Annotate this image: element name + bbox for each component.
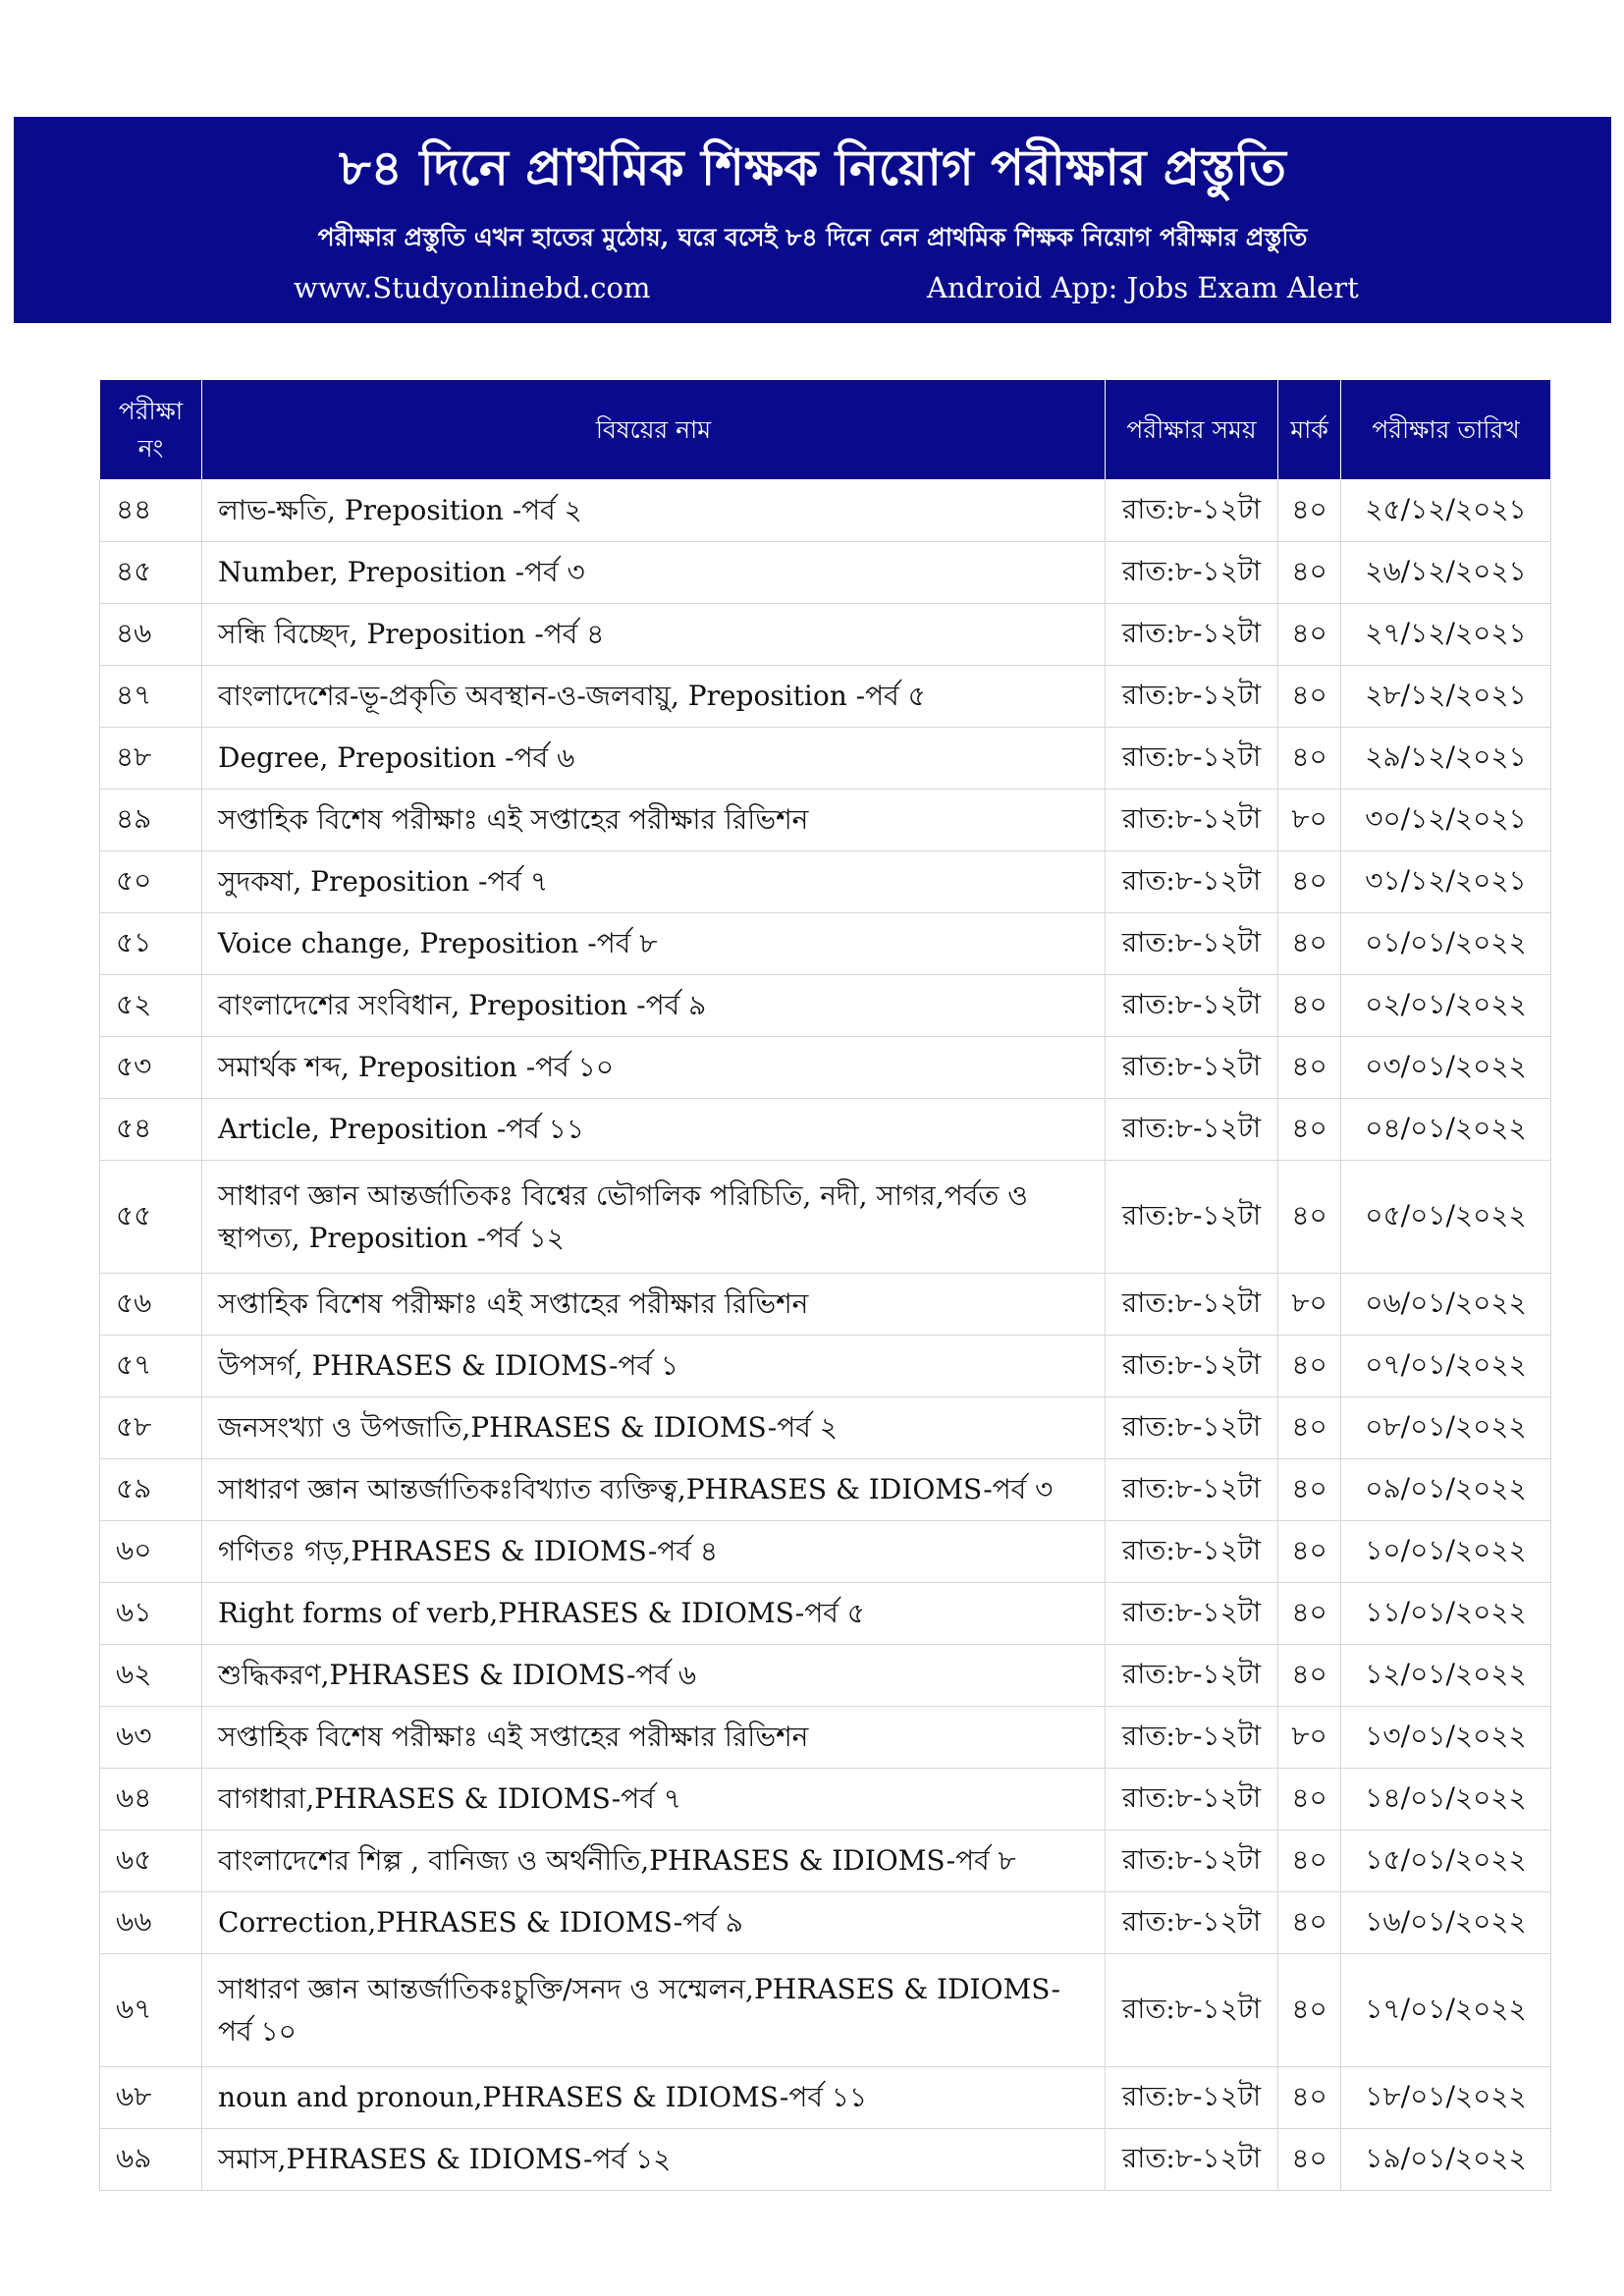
exam-no-cell: ৫৫ bbox=[100, 1161, 202, 1274]
exam-no-cell: ৪৯ bbox=[100, 790, 202, 851]
mark-cell: ৪০ bbox=[1278, 1892, 1341, 1954]
exam-date-cell: ১২/০১/২০২২ bbox=[1341, 1645, 1551, 1707]
exam-date-cell: ১৬/০১/২০২২ bbox=[1341, 1892, 1551, 1954]
table-row bbox=[100, 1336, 1551, 1397]
table-row bbox=[100, 542, 1551, 604]
subject-cell: সমাস,PHRASES & IDIOMS-পর্ব ১২ bbox=[202, 2129, 1106, 2191]
table-body bbox=[100, 480, 1551, 2191]
mark-cell: ৮০ bbox=[1278, 790, 1341, 851]
subject-cell: লাভ-ক্ষতি, Preposition -পর্ব ২ bbox=[202, 480, 1106, 542]
subject-cell: বাংলাদেশের-ভূ-প্রকৃতি অবস্থান-ও-জলবায়ু, Preposition -পর্ব ৫ bbox=[202, 666, 1106, 728]
subject-cell: সন্ধি বিচ্ছেদ, Preposition -পর্ব ৪ bbox=[202, 604, 1106, 666]
table-row bbox=[100, 1099, 1551, 1161]
exam-time-cell: রাত:৮-১২টা bbox=[1106, 666, 1278, 728]
subject-cell: Degree, Preposition -পর্ব ৬ bbox=[202, 728, 1106, 790]
exam-time-cell: রাত:৮-১২টা bbox=[1106, 1459, 1278, 1521]
exam-no-cell: ৬৭ bbox=[100, 1954, 202, 2067]
mark-cell: ৪০ bbox=[1278, 1521, 1341, 1583]
table-row bbox=[100, 728, 1551, 790]
mark-cell: ৪০ bbox=[1278, 1645, 1341, 1707]
mark-cell: ৪০ bbox=[1278, 1161, 1341, 1274]
exam-time-cell: রাত:৮-১২টা bbox=[1106, 1707, 1278, 1769]
exam-no-cell: ৪৪ bbox=[100, 480, 202, 542]
table-row bbox=[100, 480, 1551, 542]
exam-time-cell: রাত:৮-১২টা bbox=[1106, 913, 1278, 975]
exam-date-cell: ১৫/০১/২০২২ bbox=[1341, 1831, 1551, 1892]
exam-time-cell: রাত:৮-১২টা bbox=[1106, 1521, 1278, 1583]
subject-cell: সাধারণ জ্ঞান আন্তর্জাতিকঃচুক্তি/সনদ ও সম্মেলন,PHRASES & IDIOMS-পর্ব ১০ bbox=[202, 1954, 1106, 2067]
exam-date-cell: ০২/০১/২০২২ bbox=[1341, 975, 1551, 1037]
exam-date-cell: ২৫/১২/২০২১ bbox=[1341, 480, 1551, 542]
table-row bbox=[100, 913, 1551, 975]
exam-no-cell: ৬১ bbox=[100, 1583, 202, 1645]
subject-cell: সাধারণ জ্ঞান আন্তর্জাতিকঃ বিশ্বের ভৌগলিক পরিচিতি, নদী, সাগর,পর্বত ও স্থাপত্য, Preposition -পর্ব ১২ bbox=[202, 1161, 1106, 1274]
table-row bbox=[100, 1397, 1551, 1459]
android-app-text: Android App: Jobs Exam Alert bbox=[927, 271, 1359, 304]
exam-date-cell: ১৮/০১/২০২২ bbox=[1341, 2067, 1551, 2129]
table-row bbox=[100, 1954, 1551, 2067]
exam-time-cell: রাত:৮-১২টা bbox=[1106, 1161, 1278, 1274]
subject-cell: Article, Preposition -পর্ব ১১ bbox=[202, 1099, 1106, 1161]
mark-cell: ৪০ bbox=[1278, 2067, 1341, 2129]
table-row bbox=[100, 1831, 1551, 1892]
exam-date-cell: ২৮/১২/২০২১ bbox=[1341, 666, 1551, 728]
subject-cell: Right forms of verb,PHRASES & IDIOMS-পর্ব ৫ bbox=[202, 1583, 1106, 1645]
exam-date-cell: ১৯/০১/২০২২ bbox=[1341, 2129, 1551, 2191]
exam-time-cell: রাত:৮-১২টা bbox=[1106, 542, 1278, 604]
subject-cell: বাংলাদেশের সংবিধান, Preposition -পর্ব ৯ bbox=[202, 975, 1106, 1037]
subject-cell: বাংলাদেশের শিল্প , বানিজ্য ও অর্থনীতি,PHRASES & IDIOMS-পর্ব ৮ bbox=[202, 1831, 1106, 1892]
mark-cell: ৪০ bbox=[1278, 975, 1341, 1037]
subject-cell: জনসংখ্যা ও উপজাতি,PHRASES & IDIOMS-পর্ব ২ bbox=[202, 1397, 1106, 1459]
exam-date-cell: ০১/০১/২০২২ bbox=[1341, 913, 1551, 975]
exam-date-cell: ১৭/০১/২০২২ bbox=[1341, 1954, 1551, 2067]
mark-cell: ৪০ bbox=[1278, 1099, 1341, 1161]
table-row bbox=[100, 1583, 1551, 1645]
exam-date-cell: ১৪/০১/২০২২ bbox=[1341, 1769, 1551, 1831]
page-title: ৮৪ দিনে প্রাথমিক শিক্ষক নিয়োগ পরীক্ষার প্রস্তুতি bbox=[339, 138, 1286, 196]
header-exam-time: পরীক্ষার সময় bbox=[1106, 380, 1278, 480]
exam-date-cell: ০৩/০১/২০২২ bbox=[1341, 1037, 1551, 1099]
exam-time-cell: রাত:৮-১২টা bbox=[1106, 1831, 1278, 1892]
table-row bbox=[100, 1769, 1551, 1831]
exam-time-cell: রাত:৮-১২টা bbox=[1106, 1645, 1278, 1707]
table-row bbox=[100, 1274, 1551, 1336]
header-subject: বিষয়ের নাম bbox=[202, 380, 1106, 480]
mark-cell: ৪০ bbox=[1278, 1037, 1341, 1099]
mark-cell: ৮০ bbox=[1278, 1707, 1341, 1769]
mark-cell: ৪০ bbox=[1278, 1954, 1341, 2067]
exam-date-cell: ০৮/০১/২০২২ bbox=[1341, 1397, 1551, 1459]
table-row bbox=[100, 1161, 1551, 1274]
header-mark: মার্ক bbox=[1278, 380, 1341, 480]
exam-no-cell: ৫৭ bbox=[100, 1336, 202, 1397]
exam-no-cell: ৬৪ bbox=[100, 1769, 202, 1831]
exam-time-cell: রাত:৮-১২টা bbox=[1106, 1274, 1278, 1336]
mark-cell: ৮০ bbox=[1278, 1274, 1341, 1336]
mark-cell: ৪০ bbox=[1278, 851, 1341, 913]
exam-no-cell: ৬৫ bbox=[100, 1831, 202, 1892]
exam-no-cell: ৪৮ bbox=[100, 728, 202, 790]
subject-cell: বাগধারা,PHRASES & IDIOMS-পর্ব ৭ bbox=[202, 1769, 1106, 1831]
exam-date-cell: ১১/০১/২০২২ bbox=[1341, 1583, 1551, 1645]
exam-time-cell: রাত:৮-১২টা bbox=[1106, 1892, 1278, 1954]
table-row bbox=[100, 2067, 1551, 2129]
exam-date-cell: ০৭/০১/২০২২ bbox=[1341, 1336, 1551, 1397]
mark-cell: ৪০ bbox=[1278, 1831, 1341, 1892]
mark-cell: ৪০ bbox=[1278, 666, 1341, 728]
table-row bbox=[100, 1707, 1551, 1769]
subject-cell: Correction,PHRASES & IDIOMS-পর্ব ৯ bbox=[202, 1892, 1106, 1954]
exam-time-cell: রাত:৮-১২টা bbox=[1106, 1583, 1278, 1645]
mark-cell: ৪০ bbox=[1278, 1336, 1341, 1397]
exam-time-cell: রাত:৮-১২টা bbox=[1106, 1336, 1278, 1397]
mark-cell: ৪০ bbox=[1278, 604, 1341, 666]
exam-date-cell: ৩১/১২/২০২১ bbox=[1341, 851, 1551, 913]
exam-no-cell: ৪৬ bbox=[100, 604, 202, 666]
exam-no-cell: ৫৬ bbox=[100, 1274, 202, 1336]
exam-date-cell: ২৬/১২/২০২১ bbox=[1341, 542, 1551, 604]
subject-cell: গণিতঃ গড়,PHRASES & IDIOMS-পর্ব ৪ bbox=[202, 1521, 1106, 1583]
table-row bbox=[100, 1892, 1551, 1954]
exam-no-cell: ৪৭ bbox=[100, 666, 202, 728]
exam-no-cell: ৫৮ bbox=[100, 1397, 202, 1459]
subject-cell: সাধারণ জ্ঞান আন্তর্জাতিকঃবিখ্যাত ব্যক্তিত্ব,PHRASES & IDIOMS-পর্ব ৩ bbox=[202, 1459, 1106, 1521]
website-text: www.Studyonlinebd.com bbox=[294, 271, 651, 304]
table-row bbox=[100, 1037, 1551, 1099]
exam-time-cell: রাত:৮-১২টা bbox=[1106, 1954, 1278, 2067]
mark-cell: ৪০ bbox=[1278, 480, 1341, 542]
exam-time-cell: রাত:৮-১২টা bbox=[1106, 1099, 1278, 1161]
exam-no-cell: ৬৯ bbox=[100, 2129, 202, 2191]
exam-time-cell: রাত:৮-১২টা bbox=[1106, 975, 1278, 1037]
mark-cell: ৪০ bbox=[1278, 1583, 1341, 1645]
exam-time-cell: রাত:৮-১২টা bbox=[1106, 728, 1278, 790]
mark-cell: ৪০ bbox=[1278, 1397, 1341, 1459]
mark-cell: ৪০ bbox=[1278, 1769, 1341, 1831]
exam-date-cell: ১০/০১/২০২২ bbox=[1341, 1521, 1551, 1583]
exam-date-cell: ০৫/০১/২০২২ bbox=[1341, 1161, 1551, 1274]
exam-no-cell: ৬৩ bbox=[100, 1707, 202, 1769]
header-exam-no-line1: পরীক্ষা bbox=[118, 397, 184, 425]
page-subtitle: পরীক্ষার প্রস্তুতি এখন হাতের মুঠোয়, ঘরে বসেই ৮৪ দিনে নেন প্রাথমিক শিক্ষক নিয়োগ পরীক্ষার প্রস্তুতি bbox=[317, 223, 1308, 251]
exam-no-cell: ৪৫ bbox=[100, 542, 202, 604]
exam-no-cell: ৬০ bbox=[100, 1521, 202, 1583]
mark-cell: ৪০ bbox=[1278, 728, 1341, 790]
exam-no-cell: ৫২ bbox=[100, 975, 202, 1037]
subject-cell: সমার্থক শব্দ, Preposition -পর্ব ১০ bbox=[202, 1037, 1106, 1099]
header-exam-no-line2: নং bbox=[137, 433, 164, 463]
exam-no-cell: ৫৩ bbox=[100, 1037, 202, 1099]
exam-time-cell: রাত:৮-১২টা bbox=[1106, 851, 1278, 913]
subject-cell: Voice change, Preposition -পর্ব ৮ bbox=[202, 913, 1106, 975]
exam-time-cell: রাত:৮-১২টা bbox=[1106, 1037, 1278, 1099]
header-banner bbox=[14, 117, 1611, 323]
exam-no-cell: ৫০ bbox=[100, 851, 202, 913]
exam-time-cell: রাত:৮-১২টা bbox=[1106, 2067, 1278, 2129]
table-header-row bbox=[100, 380, 1551, 480]
exam-date-cell: ৩০/১২/২০২১ bbox=[1341, 790, 1551, 851]
exam-no-cell: ৬২ bbox=[100, 1645, 202, 1707]
exam-date-cell: ০৪/০১/২০২২ bbox=[1341, 1099, 1551, 1161]
exam-date-cell: ২৭/১২/২০২১ bbox=[1341, 604, 1551, 666]
mark-cell: ৪০ bbox=[1278, 542, 1341, 604]
exam-no-cell: ৫৯ bbox=[100, 1459, 202, 1521]
exam-no-cell: ৬৬ bbox=[100, 1892, 202, 1954]
subject-cell: সপ্তাহিক বিশেষ পরীক্ষাঃ এই সপ্তাহের পরীক্ষার রিভিশন bbox=[202, 790, 1106, 851]
subject-cell: শুদ্ধিকরণ,PHRASES & IDIOMS-পর্ব ৬ bbox=[202, 1645, 1106, 1707]
subject-cell: সুদকষা, Preposition -পর্ব ৭ bbox=[202, 851, 1106, 913]
table-row bbox=[100, 604, 1551, 666]
table-row bbox=[100, 1459, 1551, 1521]
exam-no-cell: ৫৪ bbox=[100, 1099, 202, 1161]
exam-time-cell: রাত:৮-১২টা bbox=[1106, 2129, 1278, 2191]
exam-date-cell: ০৬/০১/২০২২ bbox=[1341, 1274, 1551, 1336]
exam-date-cell: ১৩/০১/২০২২ bbox=[1341, 1707, 1551, 1769]
mark-cell: ৪০ bbox=[1278, 913, 1341, 975]
exam-time-cell: রাত:৮-১২টা bbox=[1106, 604, 1278, 666]
mark-cell: ৪০ bbox=[1278, 1459, 1341, 1521]
exam-no-cell: ৫১ bbox=[100, 913, 202, 975]
exam-time-cell: রাত:৮-১২টা bbox=[1106, 1397, 1278, 1459]
exam-time-cell: রাত:৮-১২টা bbox=[1106, 480, 1278, 542]
table-row bbox=[100, 666, 1551, 728]
exam-date-cell: ২৯/১২/২০২১ bbox=[1341, 728, 1551, 790]
subject-cell: noun and pronoun,PHRASES & IDIOMS-পর্ব ১১ bbox=[202, 2067, 1106, 2129]
subject-cell: Number, Preposition -পর্ব ৩ bbox=[202, 542, 1106, 604]
table-row bbox=[100, 2129, 1551, 2191]
subject-cell: সপ্তাহিক বিশেষ পরীক্ষাঃ এই সপ্তাহের পরীক্ষার রিভিশন bbox=[202, 1274, 1106, 1336]
exam-time-cell: রাত:৮-১২টা bbox=[1106, 790, 1278, 851]
exam-no-cell: ৬৮ bbox=[100, 2067, 202, 2129]
table-row bbox=[100, 790, 1551, 851]
header-exam-date: পরীক্ষার তারিখ bbox=[1341, 380, 1551, 480]
exam-date-cell: ০৯/০১/২০২২ bbox=[1341, 1459, 1551, 1521]
table-row bbox=[100, 1521, 1551, 1583]
header-exam-no bbox=[100, 380, 202, 480]
table-row bbox=[100, 1645, 1551, 1707]
exam-schedule-table bbox=[99, 379, 1551, 2191]
subject-cell: উপসর্গ, PHRASES & IDIOMS-পর্ব ১ bbox=[202, 1336, 1106, 1397]
subject-cell: সপ্তাহিক বিশেষ পরীক্ষাঃ এই সপ্তাহের পরীক্ষার রিভিশন bbox=[202, 1707, 1106, 1769]
exam-time-cell: রাত:৮-১২টা bbox=[1106, 1769, 1278, 1831]
mark-cell: ৪০ bbox=[1278, 2129, 1341, 2191]
table-row bbox=[100, 975, 1551, 1037]
table-row bbox=[100, 851, 1551, 913]
